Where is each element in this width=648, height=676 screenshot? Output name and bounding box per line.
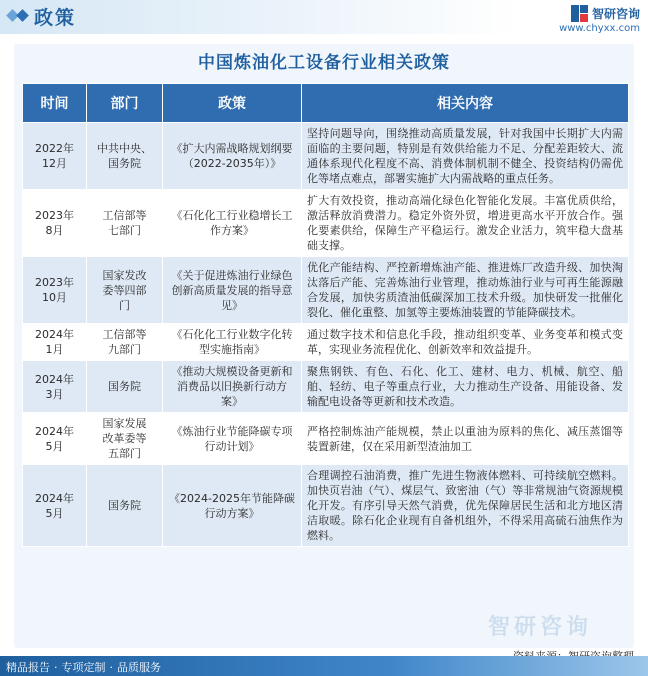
table-row bbox=[23, 465, 629, 547]
footer-item: 专项定制 bbox=[61, 661, 106, 674]
cell-content: 通过数字技术和信息化手段，推动组织变革、业务变革和模式变革，实现业务流程优化、创新效率和效益提升。 bbox=[302, 324, 629, 361]
cell-dept: 国家发展 改革委等 五部门 bbox=[87, 413, 163, 465]
cell-content: 坚持问题导向，围绕推动高质量发展，针对我国中长期扩大内需面临的主要问题，特别是有效供给能力不足、分配差距较大、流通体系现代化程度不高、消费体制机制不健全、投资结构仍需优化等堵点难点，部署实施扩大内需战略的重点任务。 bbox=[302, 123, 629, 190]
cell-dept: 工信部等 七部门 bbox=[87, 190, 163, 257]
cell-content: 聚焦钢铁、有色、石化、化工、建材、电力、机械、航空、船舶、轻纺、电子等重点行业，大力推动生产设备、用能设备、发输配电设备等更新和技术改造。 bbox=[302, 361, 629, 413]
footer-bar bbox=[0, 656, 648, 676]
cell-content: 严格控制炼油产能规模，禁止以重油为原料的焦化、减压蒸馏等装置新建，仅在采用新型渣油加工 bbox=[302, 413, 629, 465]
cell-time: 2023年 8月 bbox=[23, 190, 87, 257]
footer-item: 品质服务 bbox=[117, 661, 161, 674]
footer-item: 精品报告 bbox=[6, 661, 50, 674]
cell-policy: 《石化化工行业稳增长工作方案》 bbox=[163, 190, 302, 257]
cell-policy: 《推动大规模设备更新和消费品以旧换新行动方案》 bbox=[163, 361, 302, 413]
section-title: 政策 bbox=[34, 7, 77, 29]
table-row bbox=[23, 361, 629, 413]
table-title: 中国炼油化工设备行业相关政策 bbox=[198, 53, 450, 73]
table-row bbox=[23, 324, 629, 361]
cell-time: 2023年 10月 bbox=[23, 257, 87, 324]
cell-dept: 国务院 bbox=[87, 465, 163, 547]
cell-time: 2024年 3月 bbox=[23, 361, 87, 413]
table-row bbox=[23, 190, 629, 257]
header-bar bbox=[0, 0, 648, 34]
cell-time: 2024年 1月 bbox=[23, 324, 87, 361]
cell-content: 合理调控石油消费，推广先进生物液体燃料、可持续航空燃料。加快页岩油（气）、煤层气、致密油（气）等非常规油气资源规模化开发。有序引导天然气消费，优先保障居民生活和北方地区清洁取暖。除石化企业现有自备机组外，不得采用高硫石油焦作为燃料。 bbox=[302, 465, 629, 547]
cell-dept: 国家发改 委等四部 门 bbox=[87, 257, 163, 324]
column-header-time: 时间 bbox=[23, 84, 87, 123]
cell-policy: 《石化化工行业数字化转型实施指南》 bbox=[163, 324, 302, 361]
cell-time: 2024年 5月 bbox=[23, 413, 87, 465]
table-row bbox=[23, 123, 629, 190]
cell-policy: 《关于促进炼油行业绿色创新高质量发展的指导意见》 bbox=[163, 257, 302, 324]
table-row bbox=[23, 413, 629, 465]
footer-separator: · bbox=[54, 661, 58, 674]
cell-policy: 《炼油行业节能降碳专项行动计划》 bbox=[163, 413, 302, 465]
table-header-row bbox=[23, 84, 629, 123]
cell-time: 2024年 5月 bbox=[23, 465, 87, 547]
brand-name: 智研咨询 bbox=[591, 6, 640, 21]
table-body bbox=[23, 123, 629, 547]
cell-policy: 《2024-2025年节能降碳行动方案》 bbox=[163, 465, 302, 547]
brand-logo-icon bbox=[571, 5, 588, 22]
cell-policy: 《扩大内需战略规划纲要（2022-2035年）》 bbox=[163, 123, 302, 190]
cell-content: 优化产能结构、严控新增炼油产能、推进炼厂改造升级、加快淘汰落后产能、完善炼油行业管理，推动炼油行业与可再生能源融合发展，加快劣质渣油低碳深加工技术升级。加快研发一批催化裂化、催化重整、加氢等主要炼油装置的节能降碳技术。 bbox=[302, 257, 629, 324]
footer-separator: · bbox=[109, 661, 113, 674]
cell-dept: 中共中央、 国务院 bbox=[87, 123, 163, 190]
column-header-content: 相关内容 bbox=[302, 84, 629, 123]
footer-slogan bbox=[6, 659, 161, 675]
watermark: 智研咨询 bbox=[488, 615, 593, 640]
column-header-dept: 部门 bbox=[87, 84, 163, 123]
cell-time: 2022年 12月 bbox=[23, 123, 87, 190]
site-url: www.chyxx.com bbox=[559, 23, 640, 34]
policy-table bbox=[22, 83, 629, 547]
table-row bbox=[23, 257, 629, 324]
cell-dept: 工信部等 九部门 bbox=[87, 324, 163, 361]
cell-content: 扩大有效投资，推动高端化绿色化智能化发展。丰富优质供给，激活释放消费潜力。稳定外资外贸，增进更高水平开放合作。强化要素供给，保障生产平稳运行。激发企业活力，筑牢稳大盘基础支撑。 bbox=[302, 190, 629, 257]
brand-logo bbox=[571, 4, 640, 22]
column-header-policy: 政策 bbox=[163, 84, 302, 123]
cell-dept: 国务院 bbox=[87, 361, 163, 413]
